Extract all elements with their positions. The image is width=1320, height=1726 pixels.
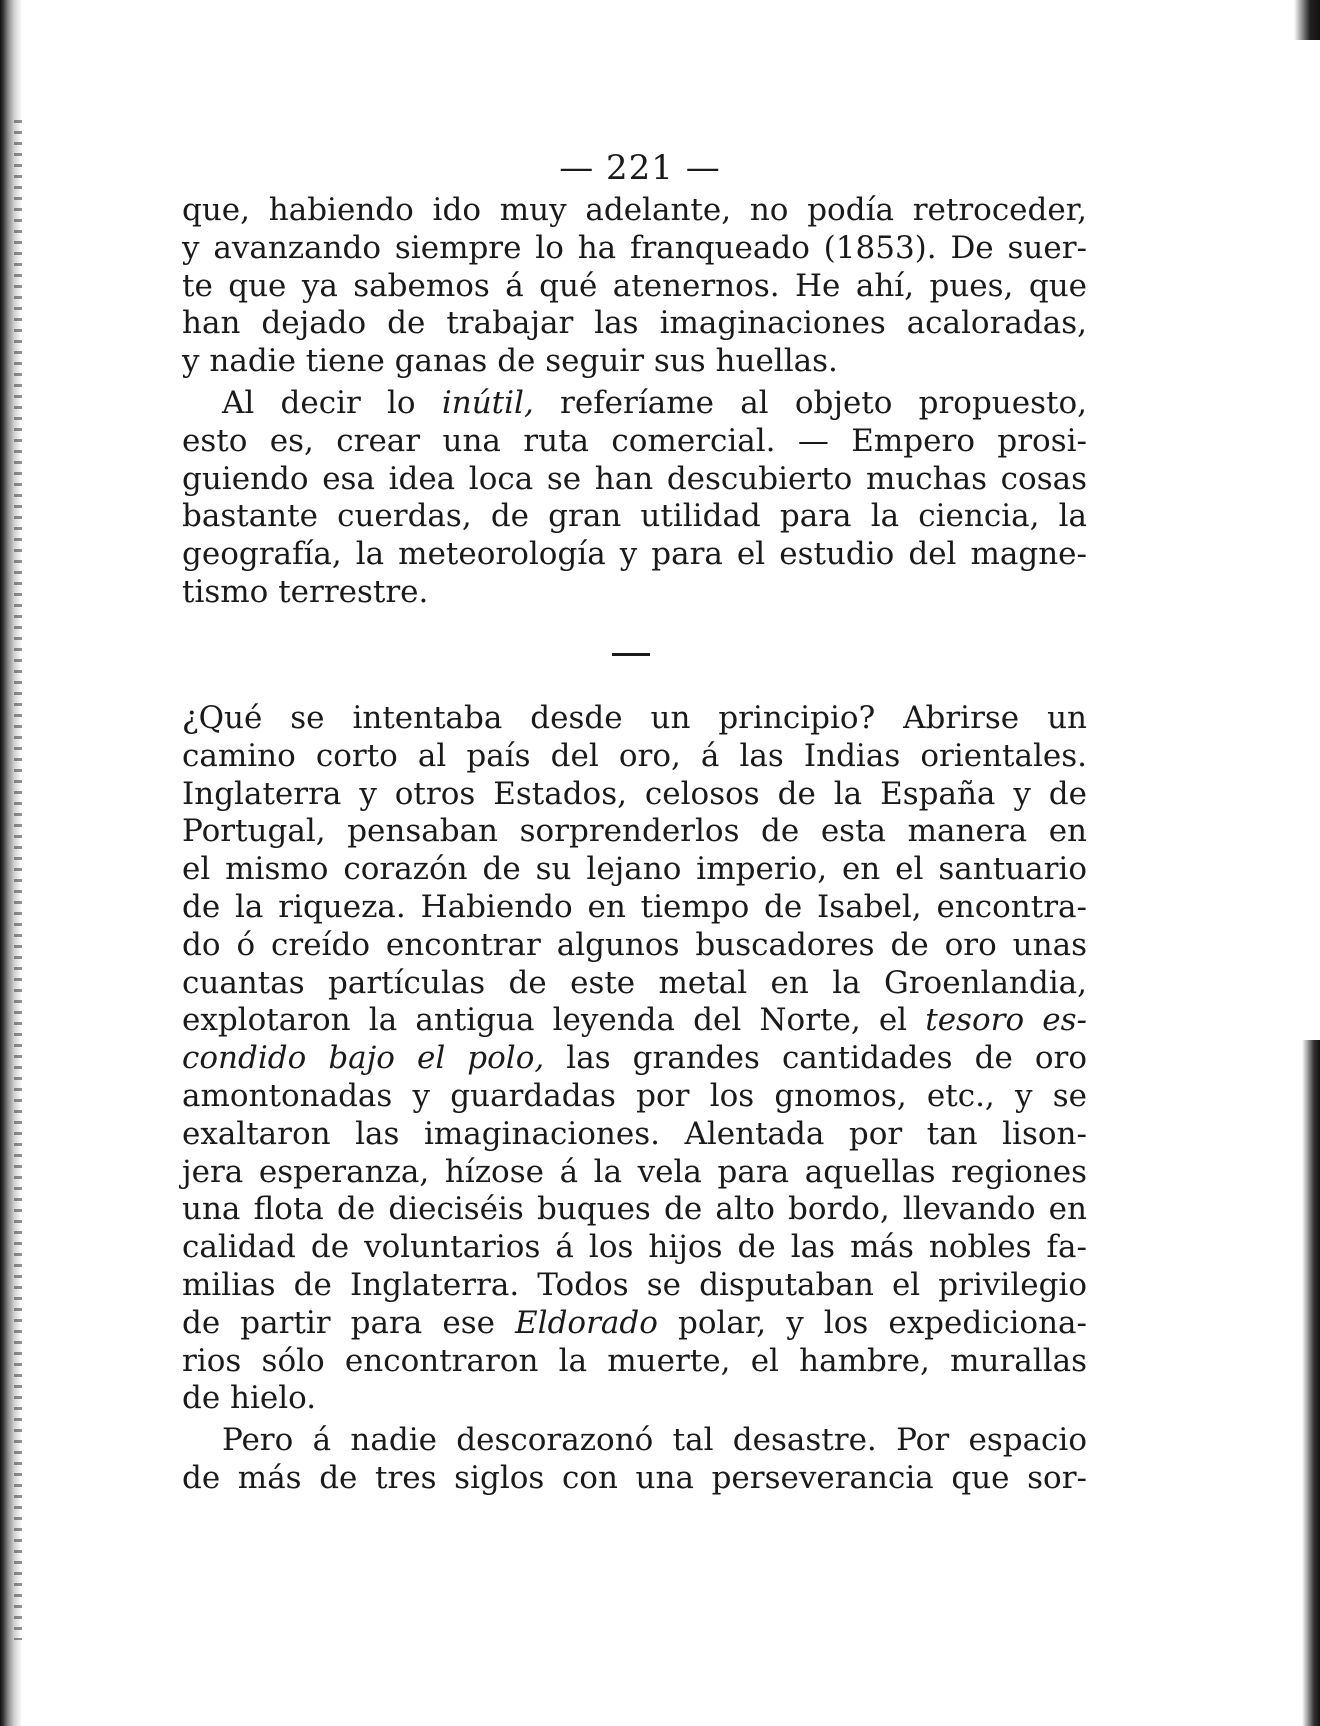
text-line: do ó creído encontrar algunos buscadores de oro unas [182, 926, 1087, 963]
text-line: el mismo corazón de su lejano imperio, en el santuario [182, 851, 1087, 888]
text-line: de la riqueza. Habiendo en tiempo de Isabel, encontra- [182, 888, 1087, 925]
italic-word: inútil, [441, 384, 534, 421]
text-line: Pero á nadie descorazonó tal desastre. Por espacio [222, 1422, 1087, 1459]
text-line: de más de tres siglos con una perseverancia que sor- [182, 1459, 1087, 1496]
text-line: te que ya sabemos á qué atenernos. He ahí, pues, que [182, 267, 1087, 304]
paragraph [182, 385, 1087, 612]
text-line: explotaron la antigua leyenda del Norte, el tesoro es- [182, 1002, 1087, 1039]
text-line: guiendo esa idea loca se han descubierto muchas cosas [182, 460, 1087, 497]
text-line: y avanzando siempre lo ha franqueado (1853). De suer- [182, 229, 1087, 266]
italic-phrase: condido bajo el polo, [182, 1040, 545, 1077]
text-line: tismo terrestre. [182, 573, 429, 610]
paragraph [182, 1422, 1087, 1498]
text-line: cuantas partículas de este metal en la Groenlandia, [182, 964, 1087, 1001]
text-line: de hielo. [182, 1380, 317, 1417]
page-number: — 221 — [559, 148, 721, 188]
text-block-bottom [182, 700, 1087, 1498]
text-line: bastante cuerdas, de gran utilidad para la ciencia, la [182, 498, 1087, 535]
text-line: Inglaterra y otros Estados, celosos de la España y de [182, 775, 1087, 812]
text-line: que, habiendo ido muy adelante, no podía retroceder, [182, 192, 1087, 228]
text-line: camino corto al país del oro, á las Indias orientales. [182, 737, 1087, 774]
text-line: calidad de voluntarios á los hijos de las más nobles fa- [182, 1229, 1087, 1266]
scan-edge-left-noise [14, 120, 22, 1640]
italic-phrase: tesoro es- [925, 1002, 1087, 1039]
text-line: Al decir lo inútil, referíame al objeto propuesto, [222, 384, 1087, 421]
text-line: una flota de dieciséis buques de alto bordo, llevando en [182, 1191, 1087, 1228]
text-line: Portugal, pensaban sorprenderlos de esta manera en [182, 813, 1087, 850]
text-line: ¿Qué se intentaba desde un principio? Abrirse un [182, 700, 1087, 736]
text-line: milias de Inglaterra. Todos se disputaban el privilegio [182, 1266, 1087, 1303]
text-line: condido bajo el polo, las grandes cantidades de oro [182, 1040, 1088, 1077]
text-line: jera esperanza, hízose á la vela para aquellas regiones [182, 1153, 1087, 1190]
text-line: rios sólo encontraron la muerte, el hambre, murallas [182, 1342, 1087, 1379]
text-line: de partir para ese Eldorado polar, y los expediciona- [182, 1304, 1087, 1341]
section-break-dash [612, 653, 650, 656]
text-line: y nadie tiene ganas de seguir sus huellas. [182, 343, 838, 380]
scan-edge-right [1302, 1040, 1320, 1726]
text-line: geografía, la meteorología y para el estudio del magne- [182, 536, 1087, 573]
paragraph [182, 192, 1087, 381]
text-line: esto es, crear una ruta comercial. — Empero prosi- [182, 422, 1087, 459]
text-line: han dejado de trabajar las imaginaciones acaloradas, [182, 305, 1087, 342]
text-line: amontonadas y guardadas por los gnomos, etc., y se [182, 1077, 1087, 1114]
scan-edge-right-top [1294, 0, 1320, 40]
text-block-top [182, 192, 1087, 612]
paragraph [182, 700, 1087, 1418]
italic-word: Eldorado [515, 1304, 658, 1341]
text-line: exaltaron las imaginaciones. Alentada por tan lison- [182, 1115, 1087, 1152]
